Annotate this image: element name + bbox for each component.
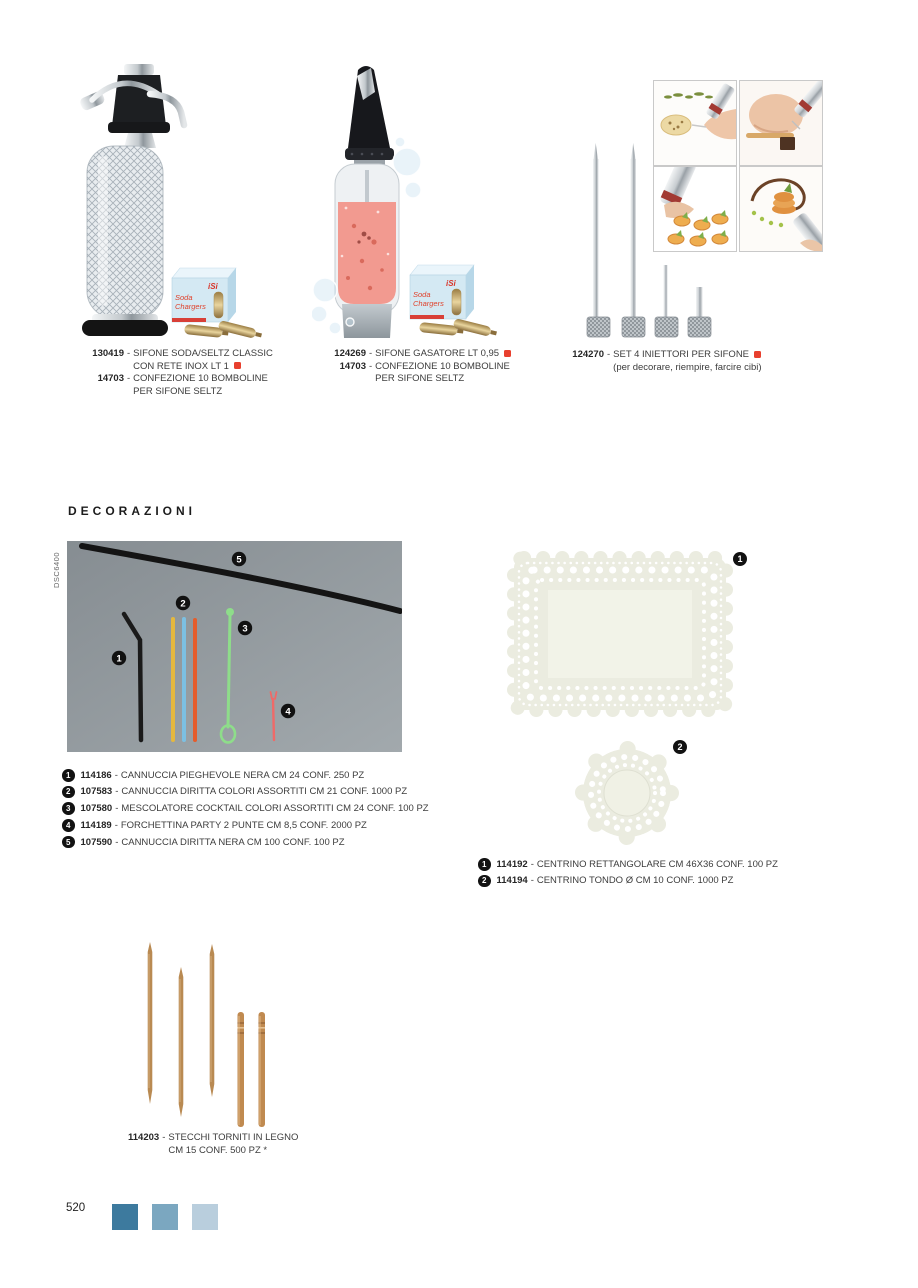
product-row xyxy=(78,348,273,373)
dash: - xyxy=(530,858,534,870)
product-row xyxy=(320,361,511,386)
product-photo-stecchi-legno xyxy=(125,932,315,1127)
red-legend-marker xyxy=(234,362,241,369)
list-item xyxy=(62,769,429,782)
list-item xyxy=(62,786,429,799)
dash: - xyxy=(369,348,373,359)
injector-needle-long xyxy=(622,143,645,337)
list-item xyxy=(62,819,429,832)
section-title: DECORAZIONI xyxy=(68,504,196,518)
product-desc: CENTRINO RETTANGOLARE CM 46X36 CONF. 100 PZ xyxy=(536,858,778,870)
dash: - xyxy=(127,373,131,385)
usage-photo-decorating xyxy=(653,80,737,166)
decorazioni-product-list xyxy=(62,769,429,848)
dash: - xyxy=(115,836,119,848)
product-desc-note: (per decorare, riempire, farcire cibi) xyxy=(613,361,762,373)
centrini-product-list xyxy=(478,858,778,887)
item-number-badge: 2 xyxy=(62,786,75,799)
product-code: 107590 xyxy=(80,836,113,848)
photo-reference-code: DSC6400 xyxy=(52,551,61,588)
product-code: 114189 xyxy=(80,819,112,831)
list-item xyxy=(478,875,778,888)
list-item xyxy=(478,858,778,871)
product-code: 114203 xyxy=(128,1132,160,1143)
badge-3: 3 xyxy=(242,623,248,635)
product-desc: CONFEZIONE 10 BOMBOLINE xyxy=(133,373,268,385)
dash: - xyxy=(162,1132,166,1143)
badge-5: 5 xyxy=(236,554,242,566)
product-code: 107583 xyxy=(80,786,113,798)
product-desc: CM 15 CONF. 500 PZ * xyxy=(168,1144,268,1156)
product-desc: STECCHI TORNITI IN LEGNO xyxy=(168,1132,299,1143)
dash: - xyxy=(127,348,131,359)
co2-cartridge xyxy=(218,320,263,340)
dash: - xyxy=(369,360,373,372)
list-item xyxy=(62,836,429,849)
product-row xyxy=(320,348,511,361)
product-code: 14703 xyxy=(339,360,366,372)
turned-sticks xyxy=(238,1012,266,1127)
page-number: 520 xyxy=(66,1202,86,1214)
dash: - xyxy=(607,349,611,360)
product-desc: SET 4 INIETTORI PER SIFONE xyxy=(613,349,750,360)
co2-cartridge xyxy=(453,318,498,338)
product-desc: SIFONE GASATORE LT 0,95 xyxy=(375,348,500,359)
caption-sifone-gasatore xyxy=(320,348,511,386)
product-code: 114194 xyxy=(496,875,528,887)
box-brand: iSi xyxy=(208,282,218,291)
footer-color-square-dark xyxy=(112,1204,138,1230)
injector-needle-long xyxy=(587,143,610,337)
badge-2: 2 xyxy=(180,598,186,610)
wooden-skewers xyxy=(148,942,215,1117)
product-code: 14703 xyxy=(97,373,124,385)
caption-stecchi xyxy=(128,1132,298,1157)
caption-iniettori xyxy=(558,349,762,374)
product-desc: CONFEZIONE 10 BOMBOLINE xyxy=(375,360,510,372)
box-line2: Chargers xyxy=(413,299,444,308)
usage-photo-filling xyxy=(739,80,823,166)
soda-chargers-box xyxy=(172,268,236,322)
product-code: 107580 xyxy=(80,803,113,815)
siphon-top-cap xyxy=(124,64,154,75)
list-item xyxy=(62,802,429,815)
caption-sifone-classic xyxy=(78,348,273,399)
item-number-badge: 2 xyxy=(478,875,491,888)
usage-photo-canapes xyxy=(653,166,737,252)
dash: - xyxy=(114,769,118,781)
item-number-badge: 4 xyxy=(62,819,75,832)
product-code: 124269 xyxy=(334,348,366,359)
item-number-badge: 1 xyxy=(62,769,75,782)
product-desc: PER SIFONE SELTZ xyxy=(133,386,223,398)
product-code: 130419 xyxy=(92,348,124,359)
product-desc: CON RETE INOX LT 1 xyxy=(133,360,229,372)
product-row xyxy=(558,349,762,374)
siphon-base xyxy=(82,320,168,336)
item-number-badge: 5 xyxy=(62,836,75,849)
product-row xyxy=(128,1132,298,1157)
red-legend-marker xyxy=(504,350,511,357)
product-row xyxy=(78,373,273,398)
box-line2: Chargers xyxy=(175,302,206,311)
product-desc: CANNUCCIA DIRITTA COLORI ASSORTITI CM 21 CONF. 1000 PZ xyxy=(121,786,408,798)
dash: - xyxy=(115,786,119,798)
product-desc: CANNUCCIA DIRITTA NERA CM 100 CONF. 100 PZ xyxy=(121,836,345,848)
footer-color-square-medium xyxy=(152,1204,178,1230)
product-photo-cannucce xyxy=(67,541,402,752)
product-desc: MESCOLATORE COCKTAIL COLORI ASSORTITI CM 24 CONF. 100 PZ xyxy=(121,803,429,815)
item-number-badge: 2 xyxy=(673,740,687,754)
box-line1: Soda xyxy=(175,293,193,302)
product-desc: PER SIFONE SELTZ xyxy=(375,373,465,385)
product-photo-centrino-tondo xyxy=(570,740,684,850)
dash: - xyxy=(114,819,118,831)
product-photo-sifone-classic xyxy=(78,56,268,344)
dash: - xyxy=(115,803,119,815)
product-desc: FORCHETTINA PARTY 2 PUNTE CM 8,5 CONF. 2000 PZ xyxy=(120,819,367,831)
dash: - xyxy=(530,875,534,887)
product-code: 114186 xyxy=(80,769,112,781)
footer-color-square-light xyxy=(192,1204,218,1230)
box-line1: Soda xyxy=(413,290,431,299)
injector-tip-wide xyxy=(688,287,711,337)
usage-photo-dessert xyxy=(739,166,823,252)
product-code: 114192 xyxy=(496,858,528,870)
box-brand: iSi xyxy=(446,279,456,288)
badge-4: 4 xyxy=(285,706,291,718)
item-number-badge: 1 xyxy=(733,552,747,566)
product-desc: CANNUCCIA PIEGHEVOLE NERA CM 24 CONF. 250 PZ xyxy=(120,769,365,781)
product-photo-centrino-rettangolare xyxy=(504,548,736,720)
red-legend-marker xyxy=(754,351,761,358)
item-number-badge: 1 xyxy=(478,858,491,871)
soda-chargers-box xyxy=(410,265,474,319)
badge-1: 1 xyxy=(116,653,122,665)
product-code: 124270 xyxy=(572,349,604,360)
product-desc: SIFONE SODA/SELTZ CLASSIC xyxy=(133,348,273,359)
injector-tip-short xyxy=(655,265,678,337)
product-desc: CENTRINO TONDO Ø CM 10 CONF. 1000 PZ xyxy=(536,875,734,887)
item-number-badge: 3 xyxy=(62,802,75,815)
product-photo-sifone-gasatore xyxy=(312,56,504,344)
